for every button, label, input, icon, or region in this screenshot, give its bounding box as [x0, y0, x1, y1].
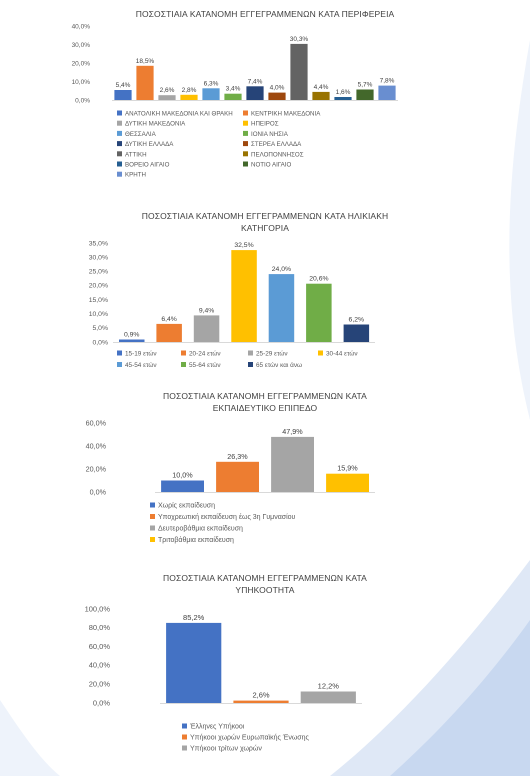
legend-label: ΚΕΝΤΡΙΚΗ ΜΑΚΕΔΟΝΙΑ	[251, 110, 321, 118]
y-tick-label: 15,0%	[88, 296, 108, 304]
bar	[114, 90, 131, 100]
y-tick-label: 60,0%	[88, 641, 110, 651]
y-tick-label: 35,0%	[88, 240, 108, 248]
data-label: 3,4%	[225, 85, 241, 93]
legend-swatch	[182, 735, 187, 740]
bar	[378, 86, 395, 100]
legend-label: Υπήκοοι χωρών Ευρωπαϊκής Ένωσης	[190, 734, 309, 742]
legend-label: ΔΥΤΙΚΗ ΜΑΚΕΔΟΝΙΑ	[125, 120, 186, 128]
legend-label: 20-24 ετών	[189, 350, 221, 358]
legend-label: ΑΤΤΙΚΗ	[125, 151, 147, 159]
chart-title-line-1: ΠΟΣΟΣΤΙΑΙΑ ΚΑΤΑΝΟΜΗ ΕΓΓΕΓΡΑΜΜΕΝΩΝ ΚΑΤΑ	[163, 573, 367, 583]
legend-swatch	[243, 121, 248, 126]
education-bar-chart	[0, 385, 530, 565]
legend-swatch	[243, 141, 248, 146]
bar	[312, 92, 329, 100]
y-tick-label: 30,0%	[71, 41, 90, 49]
chart-citizenship	[0, 565, 530, 776]
bar	[202, 88, 219, 100]
legend-label: ΒΟΡΕΙΟ ΑΙΓΑΙΟ	[125, 161, 170, 169]
data-label: 20,6%	[309, 275, 329, 283]
chart-title-line-1: ΠΟΣΟΣΤΙΑΙΑ ΚΑΤΑΝΟΜΗ ΕΓΓΕΓΡΑΜΜΕΝΩΝ ΚΑΤΑ ΗΛΙΚΙΑΚΗ	[141, 211, 389, 221]
chart-education	[0, 385, 530, 565]
bar	[344, 325, 370, 343]
bar	[224, 94, 241, 100]
bar	[269, 274, 295, 342]
y-tick-label: 40,0%	[85, 441, 106, 451]
legend-swatch	[182, 746, 187, 751]
y-tick-label: 0,0%	[75, 97, 90, 105]
data-label: 1,6%	[335, 89, 351, 96]
bar	[334, 97, 351, 100]
legend-swatch	[117, 362, 122, 367]
chart-title-line-2: ΥΠΗΚΟΟΤΗΤΑ	[235, 585, 295, 595]
data-label: 15,9%	[337, 463, 358, 473]
y-tick-label: 60,0%	[85, 418, 106, 428]
y-tick-label: 40,0%	[71, 23, 90, 31]
bar	[246, 86, 263, 100]
legend-label: ΙΟΝΙΑ ΝΗΣΙΑ	[251, 130, 288, 138]
legend-swatch	[150, 514, 155, 519]
data-label: 24,0%	[271, 266, 292, 274]
data-label: 7,8%	[379, 77, 395, 85]
region-bar-chart	[0, 0, 530, 205]
legend-swatch	[243, 131, 248, 136]
legend-swatch	[181, 351, 186, 356]
legend-swatch	[243, 151, 248, 156]
data-label: 4,4%	[313, 83, 329, 91]
legend-swatch	[117, 172, 122, 177]
legend-swatch	[248, 362, 253, 367]
y-tick-label: 0,0%	[89, 487, 106, 497]
data-label: 5,7%	[357, 81, 373, 89]
legend-label: Υπήκοοι τρίτων χωρών	[190, 745, 262, 753]
legend-label: Υποχρεωτική εκπαίδευση έως 3η Γυμνασίου	[158, 514, 296, 521]
bar	[271, 437, 314, 492]
bar	[166, 623, 221, 703]
data-label: 6,2%	[348, 316, 365, 324]
legend-swatch	[181, 362, 186, 367]
legend-label: ΔΥΤΙΚΗ ΕΛΛΑΔΑ	[125, 141, 174, 149]
legend-label: Χωρίς εκπαίδευση	[158, 502, 216, 510]
y-tick-label: 25,0%	[88, 268, 108, 276]
legend-label: 65 ετών και άνω	[256, 362, 303, 369]
chart-title-line-2: ΕΚΠΑΙΔΕΥΤΙΚΟ ΕΠΙΠΕΔΟ	[212, 403, 318, 413]
bar	[233, 701, 288, 703]
y-tick-label: 0,0%	[92, 339, 108, 347]
bar	[158, 95, 175, 100]
legend-label: ΝΟΤΙΟ ΑΙΓΑΙΟ	[251, 161, 292, 169]
data-label: 85,2%	[183, 612, 205, 622]
bar	[194, 315, 220, 342]
legend-label: ΠΕΛΟΠΟΝΝΗΣΟΣ	[251, 151, 304, 159]
legend-label: ΘΕΣΣΑΛΙΑ	[125, 130, 156, 138]
y-tick-label: 5,0%	[92, 325, 108, 333]
bar	[290, 44, 307, 100]
legend-swatch	[243, 111, 248, 116]
data-label: 10,0%	[172, 470, 193, 480]
y-tick-label: 20,0%	[85, 464, 106, 474]
bar	[136, 66, 153, 100]
legend-label: 15-19 ετών	[125, 350, 157, 358]
data-label: 7,4%	[247, 78, 263, 86]
data-label: 6,3%	[203, 80, 219, 88]
bar	[306, 284, 332, 342]
legend-label: 25-29 ετών	[256, 350, 288, 358]
data-label: 2,6%	[159, 87, 175, 95]
y-tick-label: 30,0%	[88, 254, 108, 262]
data-label: 12,2%	[317, 681, 339, 691]
chart-region	[0, 0, 530, 205]
data-label: 6,4%	[161, 315, 177, 323]
chart-title-line-2: ΚΑΤΗΓΟΡΙΑ	[241, 223, 289, 233]
legend-label: 30-44 ετών	[326, 350, 358, 358]
bar	[161, 481, 204, 493]
legend-label: Δευτεροβάθμια εκπαίδευση	[158, 525, 243, 533]
bar	[268, 93, 285, 100]
legend-label: 55-64 ετών	[189, 362, 221, 369]
data-label: 9,4%	[198, 307, 215, 315]
data-label: 32,5%	[234, 242, 254, 250]
legend-swatch	[150, 503, 155, 508]
legend-swatch	[318, 351, 323, 356]
bar	[326, 474, 369, 492]
data-label: 0,9%	[123, 331, 140, 339]
legend-swatch	[150, 526, 155, 531]
y-tick-label: 0,0%	[92, 698, 110, 708]
data-label: 18,5%	[135, 57, 155, 65]
legend-label: Έλληνες Υπήκοοι	[190, 723, 245, 731]
y-tick-label: 20,0%	[88, 679, 110, 689]
legend-label: ΑΝΑΤΟΛΙΚΗ ΜΑΚΕΔΟΝΙΑ ΚΑΙ ΘΡΑΚΗ	[125, 110, 233, 118]
chart-title-line-1: ΠΟΣΟΣΤΙΑΙΑ ΚΑΤΑΝΟΜΗ ΕΓΓΕΓΡΑΜΜΕΝΩΝ ΚΑΤΑ	[163, 391, 367, 401]
data-label: 26,3%	[227, 451, 248, 461]
chart-title: ΠΟΣΟΣΤΙΑΙΑ ΚΑΤΑΝΟΜΗ ΕΓΓΕΓΡΑΜΜΕΝΩΝ ΚΑΤΑ ΠΕΡΙΦΕΡΕΙΑ	[135, 9, 395, 19]
legend-swatch	[117, 141, 122, 146]
bar	[356, 90, 373, 101]
legend-swatch	[117, 131, 122, 136]
legend-label: ΚΡΗΤΗ	[125, 171, 146, 179]
legend-swatch	[117, 151, 122, 156]
y-tick-label: 100,0%	[84, 604, 110, 614]
citizenship-bar-chart	[0, 565, 530, 776]
y-tick-label: 80,0%	[88, 623, 110, 633]
legend-swatch	[117, 121, 122, 126]
bar	[231, 250, 256, 342]
legend-swatch	[182, 724, 187, 729]
legend-swatch	[117, 351, 122, 356]
y-tick-label: 20,0%	[88, 282, 108, 290]
age-bar-chart	[0, 205, 530, 385]
data-label: 2,6%	[252, 690, 270, 700]
legend-label: Τριτοβάθμια εκπαίδευση	[158, 537, 234, 544]
legend-swatch	[248, 351, 253, 356]
y-tick-label: 20,0%	[71, 60, 90, 68]
data-label: 4,0%	[269, 84, 285, 92]
legend-label: ΣΤΕΡΕΑ ΕΛΛΑΔΑ	[251, 141, 302, 149]
bar	[180, 95, 197, 100]
data-label: 30,3%	[289, 35, 309, 43]
legend-label: ΗΠΕΙΡΟΣ	[251, 120, 279, 128]
y-tick-label: 10,0%	[88, 311, 108, 319]
bar	[216, 462, 259, 492]
data-label: 2,8%	[181, 86, 197, 94]
legend-swatch	[117, 162, 122, 167]
bar	[119, 340, 145, 343]
legend-swatch	[117, 111, 122, 116]
legend-swatch	[150, 537, 155, 542]
y-tick-label: 10,0%	[71, 78, 90, 86]
legend-label: 45-54 ετών	[125, 362, 157, 369]
data-label: 47,9%	[282, 426, 303, 436]
y-tick-label: 40,0%	[88, 660, 110, 670]
bar	[301, 692, 356, 704]
chart-age	[0, 205, 530, 385]
bar	[156, 324, 182, 342]
legend-swatch	[243, 162, 248, 167]
data-label: 5,4%	[115, 82, 131, 89]
